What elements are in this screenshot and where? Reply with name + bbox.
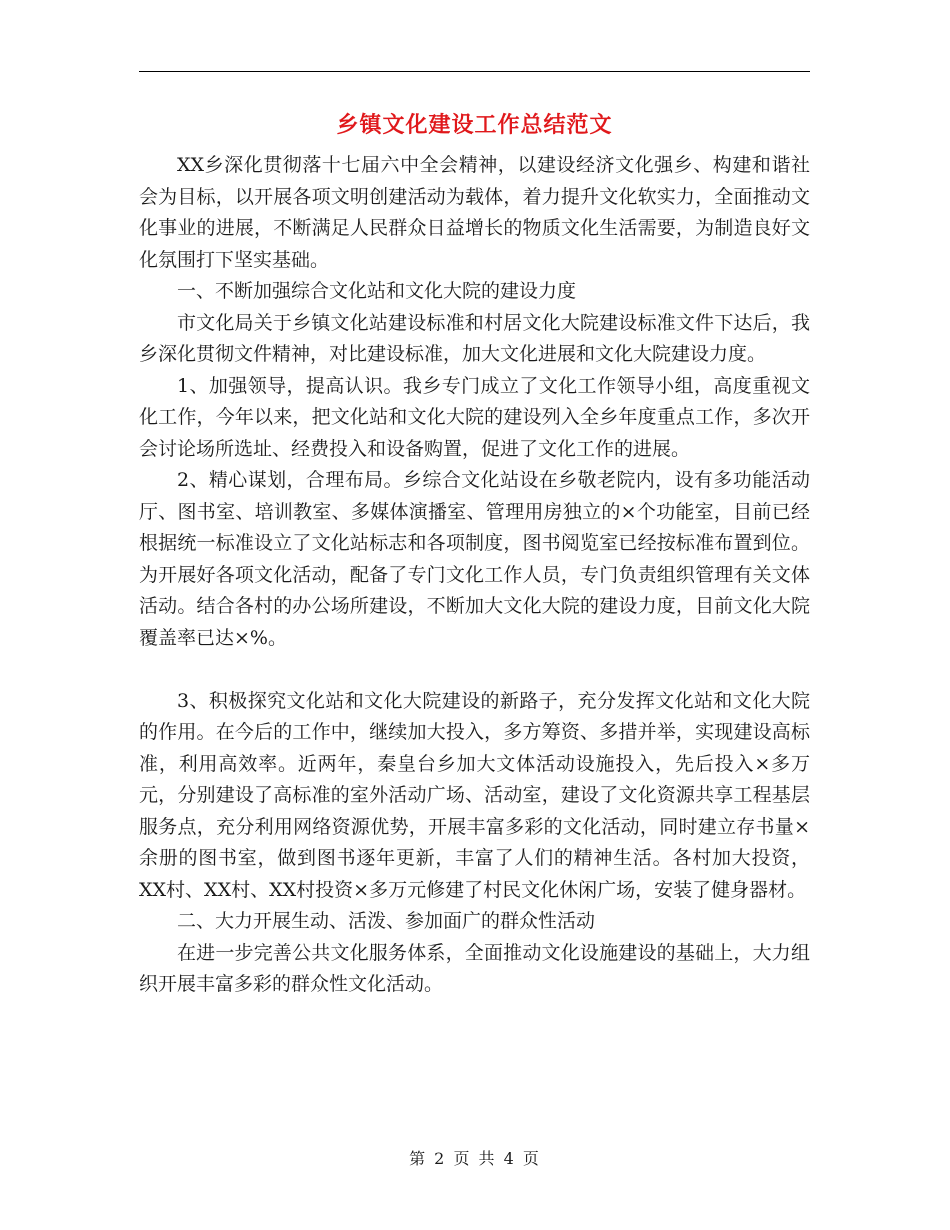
section-heading-1: 一、不断加强综合文化站和文化大院的建设力度 — [177, 280, 577, 302]
paragraph: 2、精心谋划，合理布局。乡综合文化站设在乡敬老院内，设有多功能活动厅、图书室、培训教室、多媒体演播室、管理用房独立的×个功能室，目前已经根据统一标准设立了文化站标志和各项制度，图书阅览室已经按标准布置到位。为开展好各项文化活动，配备了专门文化工作人员，专门负责组织管理有关文体活动。结合各村的办公场所建设，不断加大文化大院的建设力度，目前文化大院覆盖率已达×%。 — [139, 469, 810, 649]
paragraph: 在进一步完善公共文化服务体系，全面推动文化设施建设的基础上，大力组织开展丰富多彩的群众性文化活动。 — [139, 941, 810, 995]
document-title: 乡镇文化建设工作总结范文 — [336, 113, 613, 138]
paragraph: 3、积极探究文化站和文化大院建设的新路子，充分发挥文化站和文化大院的作用。在今后的工作中，继续加大投入，多方筹资、多措并举，实现建设高标准，利用高效率。近两年，秦皇台乡加大文体活动设施投入，先后投入×多万元，分别建设了高标准的室外活动广场、活动室，建设了文化资源共享工程基层服务点，充分利用网络资源优势，开展丰富多彩的文化活动，同时建立存书量×余册的图书室，做到图书逐年更新，丰富了人们的精神生活。各村加大投资，XX村、XX村、XX村投资×多万元修建了村民文化休闲广场，安装了健身器材。 — [139, 689, 810, 901]
header-rule — [139, 71, 810, 72]
paragraph-intro: XX乡深化贯彻落十七届六中全会精神，以建设经济文化强乡、构建和谐社会为目标，以开展各项文明创建活动为载体，着力提升文化软实力，全面推动文化事业的进展，不断满足人民群众日益增长的物质文化生活需要，为制造良好文化氛围打下坚实基础。 — [139, 154, 810, 271]
paragraph: 市文化局关于乡镇文化站建设标准和村居文化大院建设标准文件下达后，我乡深化贯彻文件精神，对比建设标准，加大文化进展和文化大院建设力度。 — [139, 311, 810, 365]
paragraph: 1、加强领导，提高认识。我乡专门成立了文化工作领导小组，高度重视文化工作，今年以来，把文化站和文化大院的建设列入全乡年度重点工作，多次开会讨论场所选址、经费投入和设备购置，促进了文化工作的进展。 — [139, 374, 810, 460]
page-footer: 第 2 页 共 4 页 — [409, 1149, 541, 1168]
document-body — [139, 150, 810, 1001]
section-heading-2: 二、大力开展生动、活泼、参加面广的群众性活动 — [177, 910, 596, 932]
